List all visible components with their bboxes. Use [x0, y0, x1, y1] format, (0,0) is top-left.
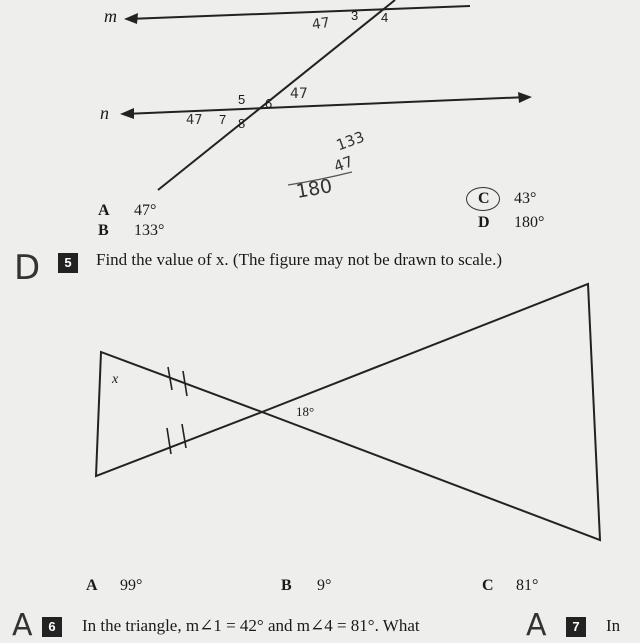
angle-label-8: 8: [238, 116, 246, 131]
q5-label-x: x: [112, 372, 119, 387]
q4-choice-c-letter[interactable]: C: [478, 190, 490, 207]
q6-handwritten-answer: A: [12, 608, 33, 643]
q6-number-badge: 6: [42, 617, 62, 637]
q5-choice-c-value: 81°: [516, 577, 539, 594]
handwritten-47-middle: 47: [290, 86, 308, 102]
q5-prompt: Find the value of x. (The figure may not be drawn to scale.): [96, 250, 502, 269]
line-n: [124, 97, 528, 114]
q7-number-badge: 7: [566, 617, 586, 637]
q5-choice-c-letter[interactable]: C: [482, 577, 494, 594]
q5-choice-b-value: 9°: [317, 577, 332, 594]
handwritten-47-upper: 47: [310, 14, 331, 34]
transversal-line: [158, 0, 395, 190]
q4-choice-d-value: 180°: [514, 214, 545, 231]
q4-choice-a-value: 47°: [134, 202, 157, 219]
q7-prompt: In: [606, 616, 621, 635]
q5-label-angle-18: 18°: [296, 404, 315, 419]
left-triangle: [96, 352, 262, 476]
q5-choice-a-value: 99°: [120, 577, 143, 594]
angle-label-6: 6: [265, 96, 273, 111]
handwritten-47-lower: 47: [186, 113, 203, 128]
angle-label-3: 3: [351, 8, 359, 23]
q4-choice-c-value: 43°: [514, 190, 537, 207]
handwritten-133: 133: [333, 127, 367, 155]
line-m-arrowhead: [124, 13, 138, 24]
line-n-label: n: [100, 103, 109, 123]
q5-bowtie-figure: [0, 270, 640, 570]
q4-choice-d-letter[interactable]: D: [478, 214, 490, 231]
angle-label-4: 4: [381, 10, 389, 25]
q4-choice-a-letter[interactable]: A: [98, 202, 110, 219]
line-m: [128, 6, 470, 19]
q6-prompt: In the triangle, m∠1 = 42° and m∠4 = 81°. What: [82, 616, 420, 635]
q5-handwritten-answer: D: [14, 248, 41, 288]
handwritten-180: 180: [294, 175, 334, 203]
line-n-arrowhead-left: [120, 108, 134, 119]
q5-choice-b-letter[interactable]: B: [281, 577, 292, 594]
q4-choice-b-value: 133°: [134, 222, 165, 239]
angle-label-7: 7: [219, 112, 227, 127]
angle-label-5: 5: [238, 92, 246, 107]
tick-mark-lower-1: [167, 428, 171, 454]
circle-around-C: [466, 187, 500, 211]
line-n-arrowhead-right: [518, 92, 532, 103]
q4-choice-b-letter[interactable]: B: [98, 222, 109, 239]
q5-choice-a-letter[interactable]: A: [86, 577, 98, 594]
q7-handwritten-answer: A: [526, 608, 547, 643]
handwritten-47: 47: [331, 152, 356, 176]
tick-mark-lower-2: [182, 424, 186, 448]
line-m-label: m: [104, 6, 117, 26]
q5-number-badge: 5: [58, 253, 78, 273]
